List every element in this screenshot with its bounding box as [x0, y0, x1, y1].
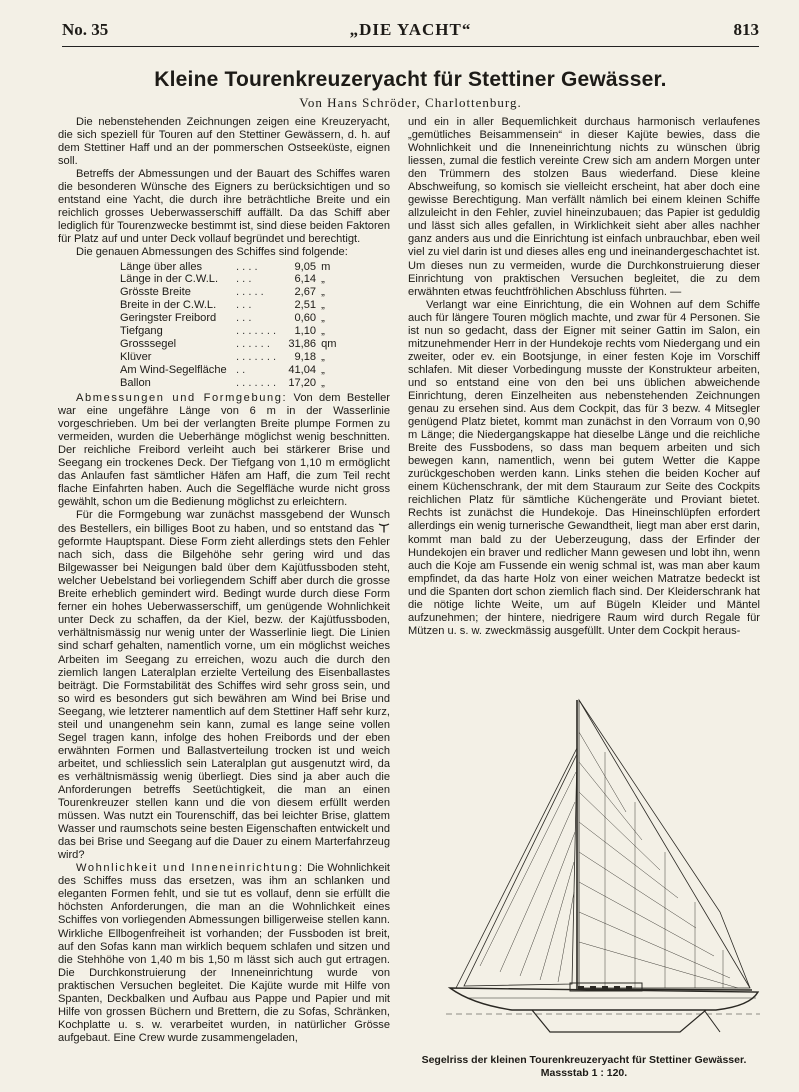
dimension-unit: „	[321, 299, 325, 312]
dimension-unit: „	[321, 325, 325, 338]
figure-caption	[408, 1054, 760, 1080]
dimension-label: Geringster Freibord	[120, 312, 217, 325]
running-header	[62, 20, 759, 44]
dimension-unit: qm	[321, 337, 337, 350]
header-rule	[62, 46, 759, 47]
dimension-leader: . . . .	[236, 260, 258, 273]
dimension-leader: . . . . .	[236, 286, 264, 299]
dimension-value: 2,51	[294, 299, 317, 312]
paragraph: Die nebenstehenden Zeichnungen zeigen eine Kreuzeryacht, die sich speziell für Touren auf den Stettiner Gewässern, d. h. auf dem Stettiner Haff und an der pommerschen Ostseeküste, eignen soll.	[58, 116, 390, 168]
dimension-unit: „	[321, 273, 325, 286]
dimension-value: 9,18	[294, 350, 317, 363]
paragraph	[58, 509, 390, 862]
dimension-unit: „	[321, 286, 325, 299]
paragraph-text: Von dem Besteller war eine ungefähre Länge von 6 m in der Wasserlinie vorgeschrieben. Um bei der verlangten Breite plumpe Formen zu vermeiden, wurden die Ueberhänge möglichst wenig beschnitten. Der reichliche Freibord verleiht auch bei stärkerer Brise und Seegang ein trockenes Deck. Der Tiefgang von 1,10 m ermöglicht das Anlaufen fast sämtlicher Häfen am Haff, die zum Teil recht flache Einfahrten haben. Auch die Segelfläche wurde nicht gross gewählt, schon um die Bedienung möglichst zu erleichtern.	[58, 391, 390, 508]
dimension-leader: . . . . . .	[236, 337, 270, 350]
dimensions-table	[120, 261, 337, 390]
dimension-value: 6,14	[294, 273, 317, 286]
dimension-row	[120, 261, 337, 274]
dimension-unit: „	[321, 350, 325, 363]
dimension-label: Grösste Breite	[120, 286, 191, 299]
dimension-row	[120, 286, 337, 299]
dimension-label: Am Wind-Segelfläche	[120, 363, 227, 376]
issue-number: No. 35	[62, 20, 109, 39]
dimension-unit: „	[321, 312, 325, 325]
caption-title: Segelriss der kleinen Tourenkreuzeryacht für Stettiner Gewässer.	[421, 1054, 747, 1066]
dimension-row	[120, 273, 337, 286]
dimension-label: Grosssegel	[120, 337, 177, 350]
paragraph: und ein in aller Bequemlichkeit durchaus harmonisch verlaufenes „gemütliches Beisammensein“ in dieser Kajüte bewies, dass die Wohnlichkeit und die Inneneinrichtung nichts zu wünschen übrig liessen, zumal die festlich vereinte Crew sich am andern Morgen unter den Trümmern des stolzen Baus wiederfand. Diese kleine Abschweifung, so komisch sie vielleicht erscheint, hat aber doch eine gewisse Berechtigung. Man verfällt nämlich bei einem kleinen Schiffe allzuleicht in den Fehler, zuviel hineinzubauen; das Papier ist geduldig und lässt sich alles gefallen, in Wirklichkeit sieht aber alles nachher ganz anders aus und die Einrichtung ist einfach unbrauchbar, eben weil viel zu viel darin ist und dieses alles eng und ineinandergeschachtet ist. Um dieses nun zu vermeiden, wurde die Durchkonstruierung dieser Einrichtung von praktischen Versuchen begleitet, die zu dem erwähnten etwas feuchtfröhlichen Abschluss führten. —	[408, 116, 760, 298]
paragraph	[58, 392, 390, 509]
dimension-leader: . . . . . . .	[236, 376, 277, 389]
dimension-leader: . . .	[236, 299, 252, 312]
jib-sail	[464, 754, 577, 986]
dimension-value: 1,10	[294, 325, 317, 338]
dimension-row	[120, 351, 337, 364]
section-heading: Abmessungen und Formgebung:	[76, 391, 288, 404]
article-byline: Von Hans Schröder, Charlottenburg.	[299, 95, 522, 110]
dimension-value: 31,86	[288, 337, 317, 350]
dimension-row	[120, 338, 337, 351]
dimension-row	[120, 299, 337, 312]
section-heading: Wohnlichkeit und Inneneinrichtung:	[76, 862, 304, 875]
frame-shape-icon	[378, 522, 390, 533]
paragraph	[58, 862, 390, 1045]
dimension-value: 9,05	[294, 260, 317, 273]
paragraph-text: Für die Formgebung war zunächst massgebend der Wunsch des Bestellers, ein billiges Boot zu haben, und so entstand das	[58, 509, 390, 536]
dimension-leader: . . .	[236, 312, 252, 325]
dimension-value: 2,67	[294, 286, 317, 299]
dimension-row	[120, 364, 337, 377]
dimension-row	[120, 377, 337, 390]
paragraph: Die genauen Abmessungen des Schiffes sind folgende:	[76, 246, 348, 259]
caption-scale: Massstab 1 : 120.	[540, 1067, 628, 1079]
journal-name: „DIE YACHT“	[349, 20, 472, 39]
dimension-unit: „	[321, 376, 325, 389]
dimension-leader: . . .	[236, 273, 252, 286]
right-column	[408, 116, 760, 688]
dimension-label: Tiefgang	[120, 325, 163, 338]
keel	[532, 1010, 706, 1032]
paragraph-text: geformte Hauptspant. Diese Form zieht allerdings stets den Fehler nach sich, dass die Bilgehöhe sehr gering wird und das Bilgewasser bei Neigungen bald über dem Kajütfussboden steht, welcher Uebelstand bei vorliegendem Schiff aber durch die grosse Breite erheblich gemindert wird. Bedingt wurde durch diese Form ferner ein hohes Ueberwasserschiff, um genügende Wohnlichkeit unter Deck zu schaffen, da der Kiel, bezw. der Kajütfussboden, verhältnismässig nur wenig unter der Wasserlinie liegt. Die Linien sind scharf gehalten, namentlich vorne, um ein möglichst weiches Arbeiten im Seegang zu erreichen, wozu auch die durch den ziemlich langen Lateralplan erzielte Verteilung des Eisenballastes beiträgt. Die Formstabilität des Schiffes wird sehr gross sein, und so wird es besonders gut sich bewähren am Wind bei Brise und Seegang, wie letzterer namentlich auf dem Stettiner Haff sehr kurz, steil und unangenehm sein kann, zumal es lange seine vollen Segel tragen kann, infolge des hohen Freibords und der eben erwähnten Formen und Ballastverteilung trocken ist und weich arbeitet, und schliesslich sein Lateralplan gut ausgenutzt wird, da es verhältnismässig wenig überliegt. Dies sind ja aber auch die Anforderungen betreffs Seetüchtigkeit, die man an einen Tourenkreuzer stellen kann und die von diesem erfüllt werden müssen. Was nutzt ein Tourenschiff, das bei leichter Brise, glattem Wasser und raumschots seine besten Eigenschaften entwickelt und das bei Brise und Seegang auf die Dauer zu einem Marterfahrzeug wird?	[58, 536, 390, 862]
dimension-unit: „	[321, 363, 325, 376]
dimension-label: Ballon	[120, 376, 151, 389]
dimension-leader: . . . . . . .	[236, 350, 277, 363]
dimension-unit: m	[321, 260, 331, 273]
paragraph: Betreffs der Abmessungen und der Bauart des Schiffes waren die besonderen Wünsche des Eigners zu berücksichtigen und so entstand eine Yacht, die durch ihre beträchtliche Breite und ein reichlich grosses Ueberwasserschiff auffällt. Da das Schiff aber lediglich für Tourenzwecke bestimmt ist, sind diese beiden Faktoren für Platz auf und unter Deck vollauf begründet und berechtigt.	[58, 168, 390, 246]
paragraph-text: Die Wohnlichkeit des Schiffes muss das ersetzen, was ihm an schlanken und eleganten Formen fehlt, und sie tut es vollauf, denn sie erfüllt die höchsten Anforderungen, die man an die Wohnlichkeit eines Schiffes von vorliegenden Abmessungen billigerweise stellen kann. Wirkliche Ellbogenfreiheit ist vorhanden; der Fussboden ist breit, auf den Sofas kann man wirklich bequem schlafen und sitzen und die Stehhöhe von 1,40 m bis 1,50 m lässt sich auch gut ertragen. Die Durchkonstruierung der Inneneinrichtung wurde von praktischen Versuchen begleitet. Die Kajüte wurde mit Hilfe von Spanten, Deckbalken und Aufbau aus Pappe und Papier und mit Hilfe von grossen Büchern und Brettern, die zu Sofas, Schränken, Kochplatte u. s. w. verarbeitet wurden, in natürlicher Grösse aufgebaut. Eine Crew wurde zusammengeladen,	[58, 862, 390, 1044]
dimension-leader: . .	[236, 363, 246, 376]
sail-plan-drawing	[420, 692, 760, 1050]
dimension-value: 0,60	[294, 312, 317, 325]
dimension-label: Breite in der C.W.L.	[120, 299, 217, 312]
page-number: 813	[733, 20, 759, 39]
dimension-label: Länge in der C.W.L.	[120, 273, 219, 286]
dimension-row	[120, 312, 337, 325]
dimension-value: 41,04	[288, 363, 317, 376]
dimension-label: Klüver	[120, 350, 152, 363]
dimension-value: 17,20	[288, 376, 317, 389]
article-title: Kleine Tourenkreuzeryacht für Stettiner Gewässer.	[154, 68, 667, 91]
paragraph: Verlangt war eine Einrichtung, die ein Wohnen auf dem Schiffe auch für längere Touren möglich machte, und zwar für 4 Personen. Sie ist nun so gedacht, dass der Eigner mit seiner Gattin im Salon, ein mitzunehmender Herr in der Hundekoje rechts vom Niedergang und ein zweiter, oder ev. ein Bootsjunge, in einer festen Koje im Vorschiff schlafen. Mit dieser Vorbedingung musste der Konstrukteur arbeiten, und so entstand eine von den bei uns üblichen abweichende Einrichtung, deren Einzelheiten aus nebenstehenden Zeichnungen genau zu ersehen sind. Aus dem Cockpit, das für 3 bezw. 4 Mitsegler genügend Platz bietet, kommt man zunächst in den Vorraum von 0,90 m Länge; die Niedergangskappe hat dieselbe Länge und die reichliche Breite des Fussbodens, so dass man bequem arbeiten und sich bewegen kann, namentlich, wenn bei gutem Wetter die Kappe zurückgeschoben werden kann. Links stehen die beiden Kocher auf einem Küchenschrank, der mit dem Stauraum zur Seite des Cockpits reichlichen Platz für sämtliche Küchengeräte und Proviant bietet. Rechts ist zunächst die Hundekoje. Das Hineinschlüpfen erfordert allerdings ein wenig turnerische Gewandtheit, liegt man aber erst darin, kommt man bald zu der Ueberzeugung, dass der Erfinder der Hundekojen ein braver und redlicher Mann gewesen und lobt ihn, wenn auch die Koje am Fussende ein wenig schmal ist, was man aber kaum empfindet, da das harte Holz von einer weichen Matratze bedeckt ist und die Spanten dort schon ziemlich flach sind. Der Kleiderschrank hat die nötige lichte Weite, um auf Bügeln Kleider und Mäntel aufzunehmen; der hintere, niedrigere Raum wird durch Regale für Mützen u. s. w. zweckmässig ausgefüllt. Unter dem Cockpit heraus-	[408, 298, 760, 637]
dimension-label: Länge über alles	[120, 260, 203, 273]
left-column	[58, 116, 390, 1082]
dimension-leader: . . . . . . .	[236, 325, 277, 338]
forestay	[456, 748, 577, 988]
dimension-row	[120, 325, 337, 338]
